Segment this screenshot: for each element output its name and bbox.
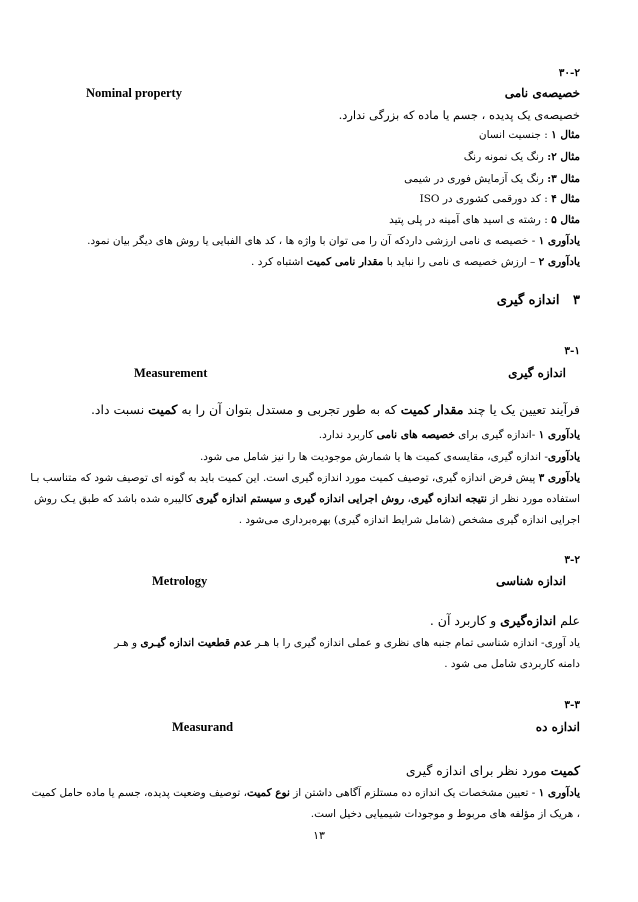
def-text: علم [556,613,580,628]
section-heading-3 [40,294,580,308]
definition-measurement [40,403,580,417]
section-number-30-2: ۳۰-۲ [558,67,580,79]
example-label: مثال ۲: [547,151,580,163]
note-bold-term: نتیجه اندازه گیری [410,493,487,505]
note-measurand-line-2: ، هریک از مؤلفه های مربوط و موجودات شیمیایی دخیل است. [310,808,580,820]
note-bold-term: عدم قطعیت اندازه گیـری [140,637,252,649]
term-english-metrology: Metrology [152,574,208,588]
definition-measurand [40,764,580,778]
note-measurand-line-1 [31,786,580,800]
example-5 [40,213,580,227]
note-text: اشتباه کرد . [251,256,307,268]
def-bold-term: مقدار کمیت [400,402,464,417]
section-number: ۳ [573,293,580,308]
note-metrology-line-1 [34,636,580,650]
example-2 [40,150,580,164]
note-label: یادآوری ۲ [538,256,580,268]
note-text: – ارزش خصیصه ی نامی را نباید با [383,256,539,268]
example-label: مثال ۱ [551,129,580,141]
note-3-measurement-line-3: اجرایی اندازه گیری مشخص (شامل شرایط اندازه گیری) بهره‌برداری می‌شود . [238,514,580,526]
note-bold-term: روش اجرایی اندازه گیری [293,493,405,505]
section-number-3-3: ۳-۳ [564,699,580,711]
note-label: یادآوری ۳ [538,472,580,484]
note-label: یادآوری [547,451,580,463]
example-label: مثال ۵ [551,214,580,226]
definition-nominal-property: خصیصه‌ی یک پدیده ، جسم یا ماده که بزرگی ندارد. [338,108,580,122]
example-text: رنگ یک نمونه رنگ [463,151,548,163]
note-text: و [281,493,294,505]
note-2-measurement [40,450,580,464]
note-label: یادآوری ۱ [538,429,580,441]
note-text: پیش فرض اندازه گیری، توصیف کمیت مورد اندازه گیری است. این کمیت باید به گونه ای توصیف شود که متناسب بـا [30,472,539,484]
note-1-measurement [40,428,580,442]
term-measurement: اندازه گیری [508,366,566,380]
def-text: که به طور تجربی و مستدل بتوان آن را به [177,402,401,417]
def-bold-term: کمیت [550,763,580,778]
definition-metrology [40,614,580,628]
def-text: و کاربرد آن . [429,613,501,628]
example-1 [40,128,580,142]
example-label: مثال ۳: [547,173,580,185]
note-text: -اندازه گیری برای [454,429,539,441]
term-english-measurand: Measurand [172,720,234,734]
note-text: و هـر [114,637,141,649]
term-measurand: اندازه ده [535,720,580,734]
page-number: ۱۳ [313,829,325,842]
note-text: - تعیین مشخصات یک اندازه ده مستلزم آگاهی داشتن از [289,787,539,799]
def-text: نسبت داد. [90,402,149,417]
note-text: ، [404,493,411,505]
def-text: مورد نظر برای اندازه گیری [405,763,551,778]
note-bold-term: خصیصه های نامی [376,429,455,441]
example-text: : جنسیت انسان [478,129,552,141]
section-number-3-1: ۳-۱ [564,345,580,357]
example-3 [40,172,580,186]
note-text: کاربرد ندارد. [318,429,377,441]
note-bold-term: نوع کمیت [247,787,290,799]
note-label: یادآوری ۱ [538,787,580,799]
note-text: ، توصیف وضعیت پدیده، جسم یا ماده حامل کمیت [31,787,248,799]
def-bold-term: اندازه‌گیری [500,613,557,628]
term-nominal-property: خصیصه‌ی نامی [504,86,580,100]
note-3-measurement-line-2 [34,492,580,506]
note-3-measurement-line-1 [30,471,580,485]
term-english-measurement: Measurement [134,366,208,380]
section-number-3-2: ۳-۲ [564,554,580,566]
note-text: - خصیصه ی نامی ارزشی داردکه آن را می توان با واژه ها ، کد های الفبایی یا روش های دیگر بیان نمود. [87,235,539,247]
note-text: کالیبره شده باشد که طبق یـک روش [33,493,196,505]
example-text: رنگ یک آزمایش فوری در شیمی [404,173,548,185]
term-metrology: اندازه شناسی [496,574,566,588]
note-metrology-line-2: دامنه کاربردی شامل می شود . [444,658,580,670]
def-text: فرآیند تعیین یک یا چند [463,402,580,417]
note-text: یاد آوری- اندازه شناسی تمام جنبه های نظری و عملی اندازه گیری را با هـر [251,637,580,649]
note-text: استفاده مورد نظر از [486,493,580,505]
example-text: : کد دورقمی کشوری در ISO [419,193,552,205]
note-label: یادآوری ۱ [538,235,580,247]
def-bold-term: کمیت [148,402,178,417]
example-label: مثال ۴ [551,193,580,205]
note-bold-term: مقدار نامی کمیت [306,256,384,268]
note-2-nominal [40,255,580,269]
note-text: - اندازه گیری، مقایسه‌ی کمیت ها یا شمارش موجودیت ها را نیز شامل می شود. [199,451,548,463]
note-bold-term: سیستم اندازه گیری [195,493,282,505]
section-title: اندازه گیری [496,293,560,308]
term-english-nominal-property: Nominal property [86,86,182,100]
note-1-nominal [40,234,580,248]
example-4 [40,192,580,206]
example-text: : رشته ی اسید های آمینه در پلی پتید [389,214,552,226]
